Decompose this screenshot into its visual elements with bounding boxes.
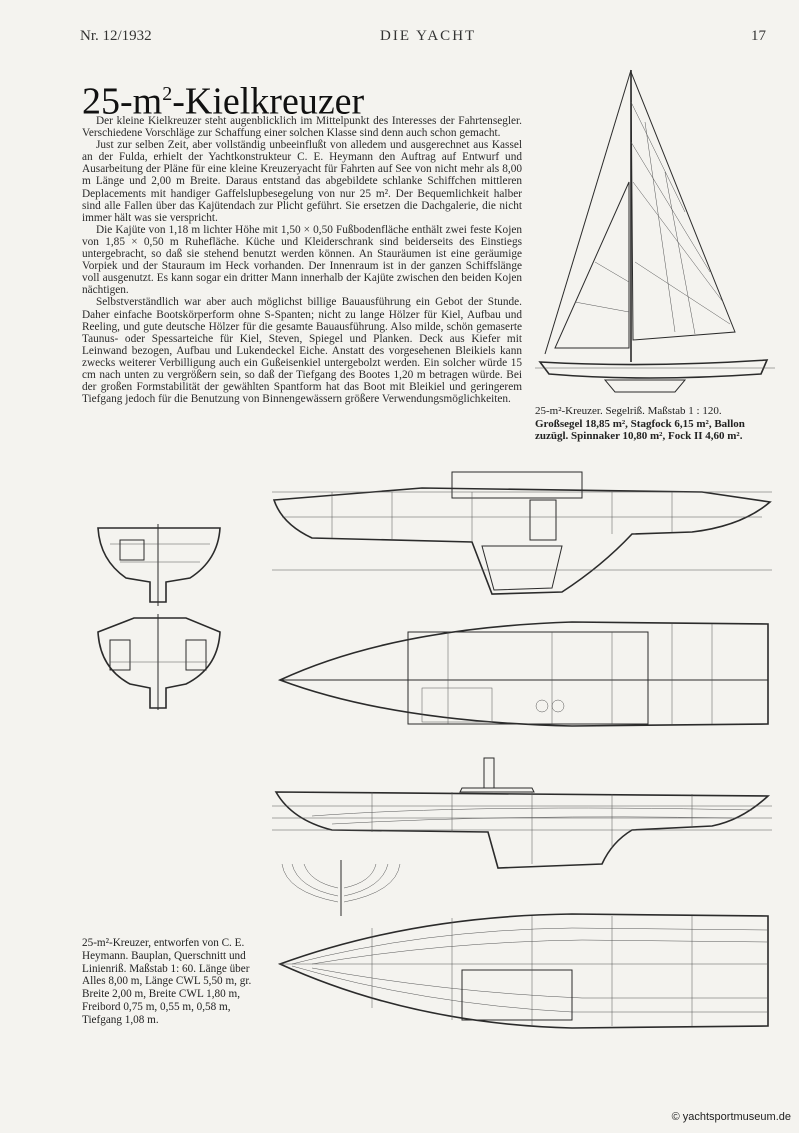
- sail-plan-drawing: [535, 62, 775, 402]
- paragraph: Die Kajüte von 1,18 m lichter Höhe mit 1,50 × 0,50 Fußbodenfläche enthält zwei feste Kojen von 1,85 × 0,50 m Ruhefläche. Küche und Kleiderschrank sind beiderseits des Einstiegs untergebracht, so daß sie stehend benutzt werden können. An Stauräumen ist eine geräumige Vorpiek und der Stauraum im Heck vorhanden. Der Innenraum ist in der ganzen Schiffslänge voll ausgenutzt. Es kann sogar ein dritter Mann innerhalb der Kajüte zwischen den beiden Kojen nächtigen.: [82, 223, 522, 297]
- paragraph: Selbstverständlich war aber auch möglichst billige Bauausführung ein Gebot der Stunde. Daher einfache Bootskörperform ohne S-Spanten; nicht zu lange Hölzer für Kiel, Aufbau und Reeling, und gute deutsche Hölzer für die gesamte Bauausführung. Also milde, schön gemaserte Taunus- oder Spessarteiche für Kiel, Steven, Spiegel und Planken. Deck aus Kiefer mit Leinwand bezogen, Aufbau und Lukendeckel Eiche. Anstatt des vorgesehenen Bleikiels kann zwecks weiterer Verbilligung auch ein Gußeisenkiel untergebolzt werden. Ein solcher würde 15 cm nach unten zu vergrößern sein, so daß der Tiefgang des Bootes 1,20 m betragen würde. Bei der großen Formstabilität der gewählten Spantform hat das Boot mit Bleikiel und geringerem Tiefgang jedoch für die Benutzung von Binnengewässern größere Verwendungsmöglichkeiten.: [82, 296, 522, 406]
- magazine-name: DIE YACHT: [380, 28, 477, 44]
- article-title: $25-m^2$-Kielkreuzer: [82, 80, 365, 123]
- cross-section-lower: [90, 612, 230, 712]
- paragraph: Just zur selben Zeit, aber vollständig unbeeinflußt von alledem und ausgerechnet aus Kassel an der Fulda, erhielt der Yachtkonstrukteur C. E. Heymann den Auftrag auf Entwurf und Ausarbeitung der Pläne für eine kleine Kreuzeryacht für Fahrten auf See von nicht mehr als 8,00 m Länge und 2,00 m Breite. Daraus entstand das abgebildete schlanke Schiffchen mittleren Deplacements mit handiger Gaffelslupbesegelung von nur 25 m². Der Bequemlichkeit halber sind alle Fallen über das Kajütendach zur Plicht geführt. Sie ersetzen die Dachgalerie, die nicht immer hält was sie verspricht.: [82, 139, 522, 224]
- page-number: 17: [751, 28, 766, 44]
- cross-section-upper: [90, 520, 230, 610]
- article-body: [82, 115, 522, 405]
- deck-plan-drawing: [272, 608, 772, 740]
- construction-profile-drawing: [272, 462, 772, 602]
- issue-number: Nr. 12/1932: [80, 28, 152, 44]
- page-header: [80, 28, 780, 48]
- watermark: © yachtsportmuseum.de: [671, 1111, 791, 1123]
- paragraph: Der kleine Kielkreuzer steht augenblicklich im Mittelpunkt des Interesses der Fahrtensegler. Verschiedene Vorschläge zur Schaffung einer solchen Klasse sind denn auch schon gemacht.: [82, 115, 522, 140]
- plans-caption: 25-m²-Kreuzer, entworfen von C. E. Heymann. Bauplan, Querschnitt und Linienriß. Maßstab 1: 60. Länge über Alles 8,00 m, Länge CWL 5,50 m, gr. Breite 2,00 m, Breite CWL 1,80 m, Freibord 0,75 m, 0,55 m, 0,58 m, Tiefgang 1,08 m.: [82, 937, 252, 1026]
- sail-plan-caption: 25-m²-Kreuzer. Segelriß. Maßstab 1 : 120. Großsegel 18,85 m², Stagfock 6,15 m², Ballon zuzügl. Spinnaker 10,80 m², Fock II 4,60 m².: [535, 405, 745, 442]
- lines-plan-halfbreadth-drawing: [272, 908, 772, 1038]
